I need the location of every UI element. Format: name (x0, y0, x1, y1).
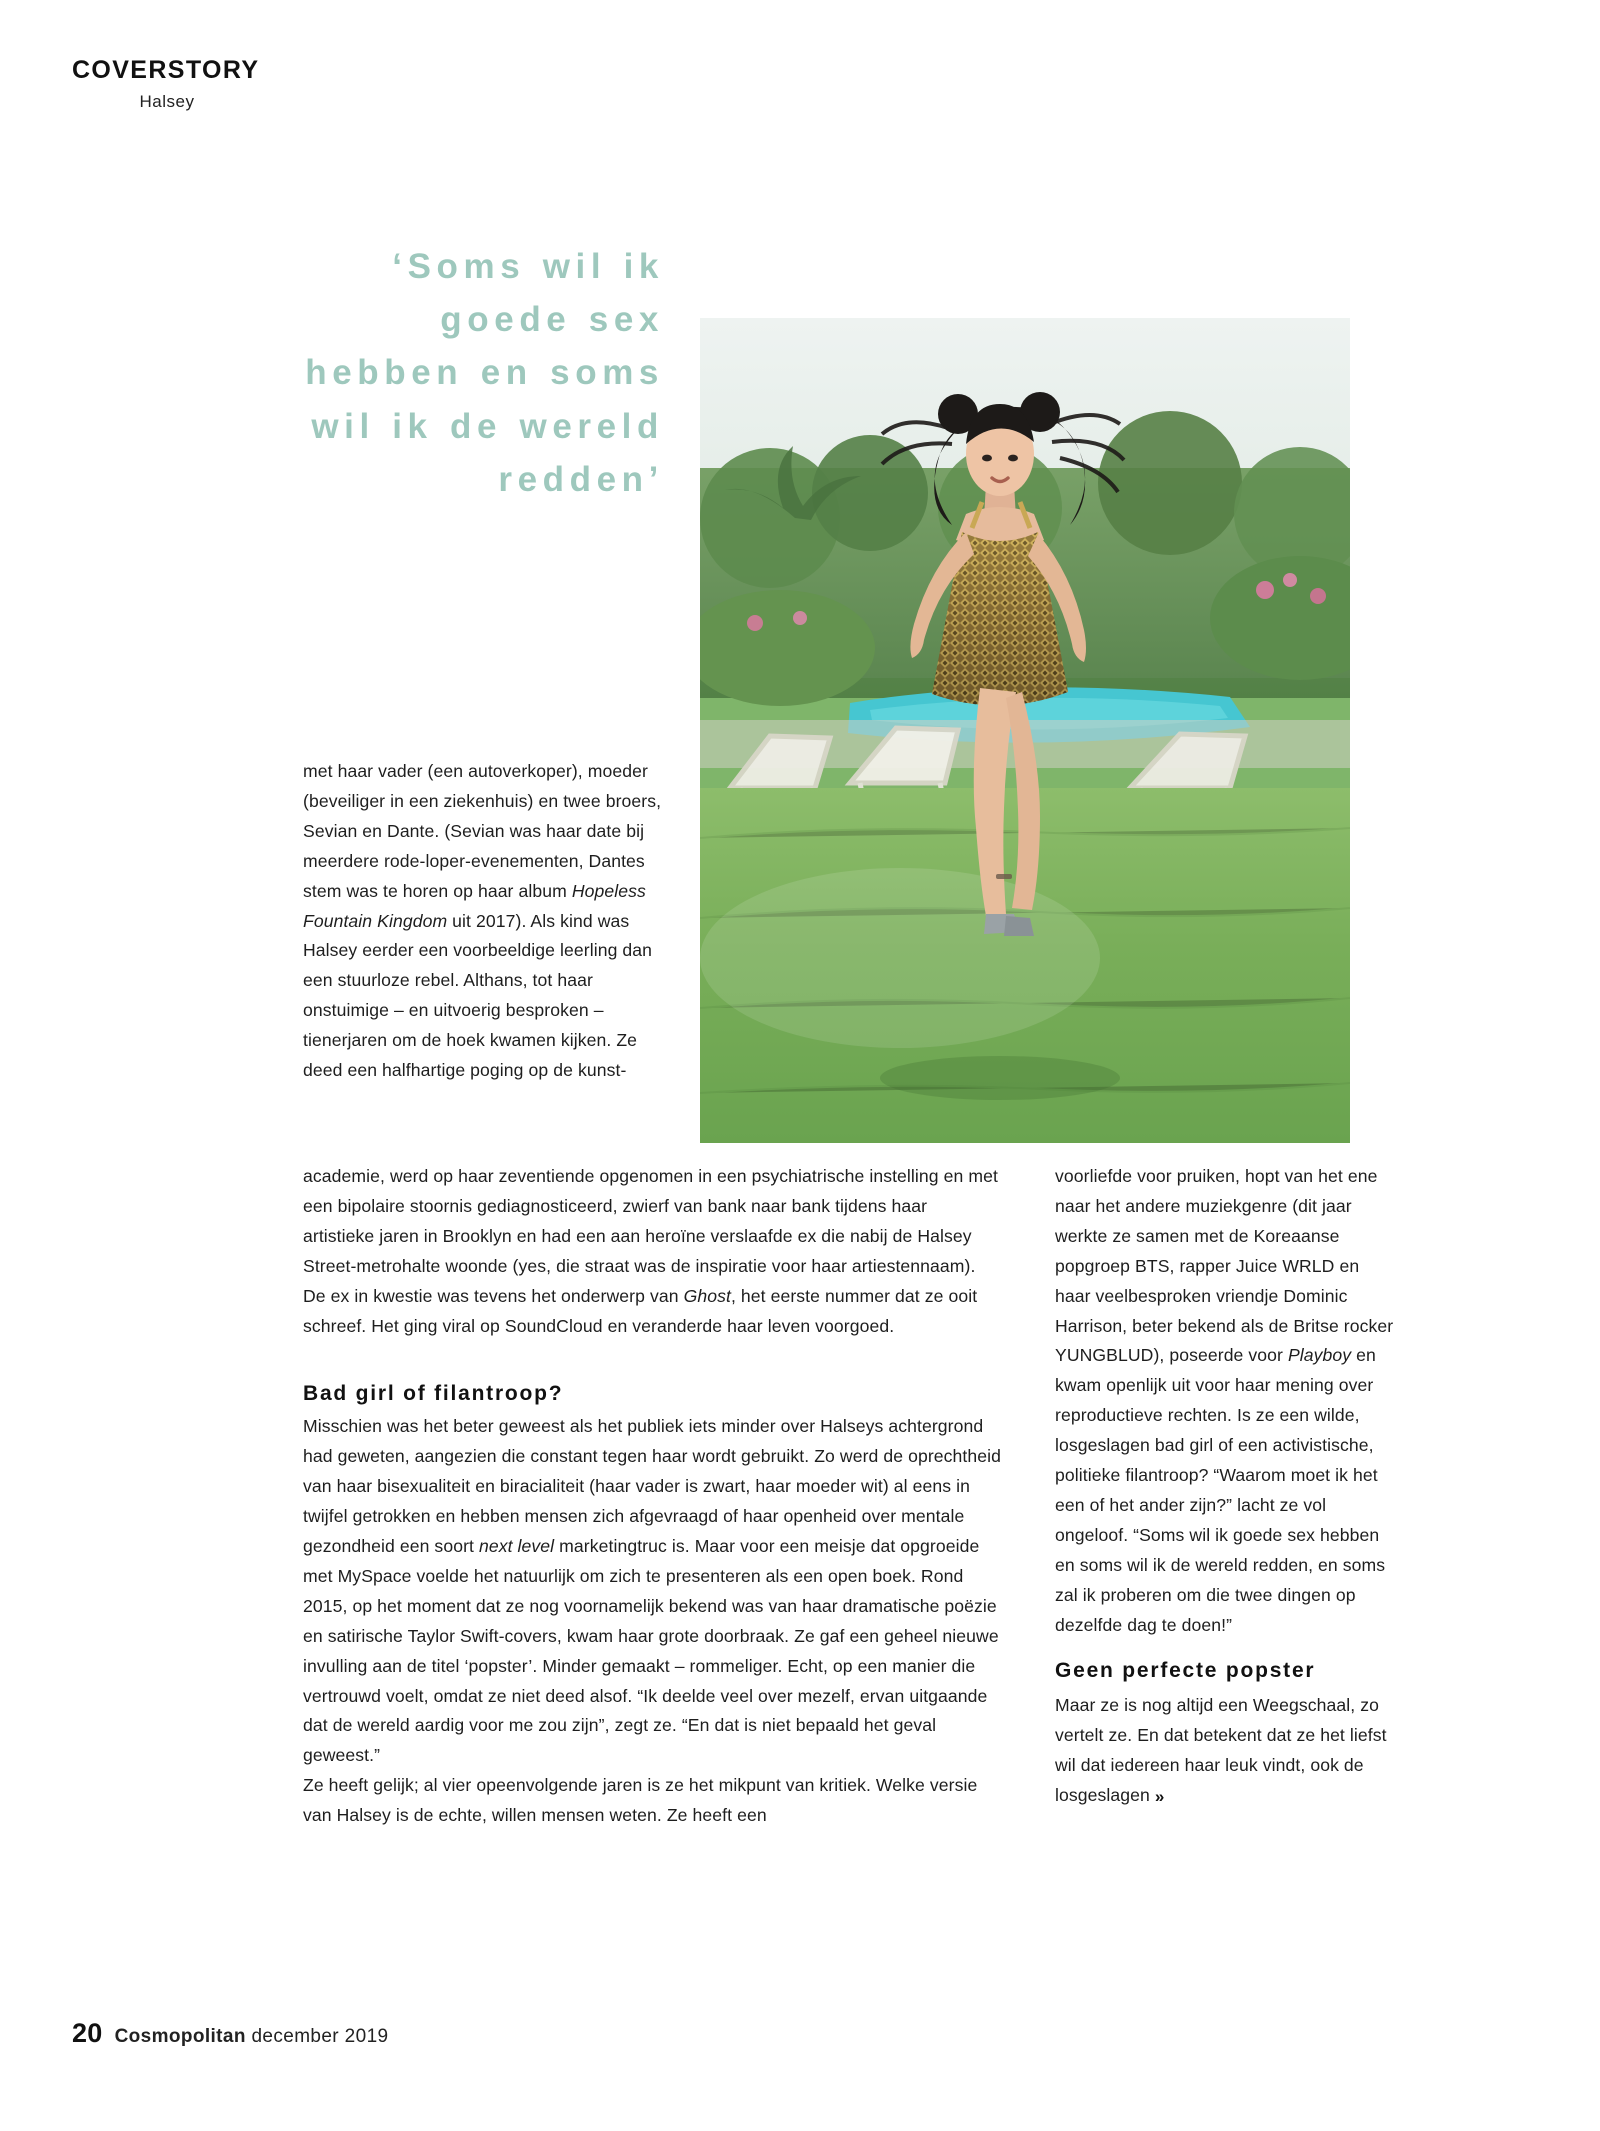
intro-column (303, 757, 663, 1086)
left-paragraph-1: Misschien was het beter geweest als het publiek iets minder over Halseys achtergrond had geweten, aangezien die constant tegen haar wordt gebruikt. Zo werd de oprechtheid van haar bisexualiteit en biracialiteit (haar vader is zwart, haar moeder wit) al eens in twijfel getrokken en hebben mensen zich afgevraagd of haar openheid over mentale gezondheid een soort next level marketingtruc is. Maar voor een meisje dat opgroeide met MySpace voelde het natuurlijk om zich te presenteren als een open boek. Rond 2015, op het moment dat ze nog voornamelijk bekend was van haar dramatische poëzie en satirische Taylor Swift-covers, kwam haar grote doorbraak. Ze gaf een geheel nieuwe invulling aan de titel ‘popster’. Minder gemaakt – rommeliger. Echt, op een manier die vertrouwd voelt, omdat ze niet deed alsof. “Ik deelde veel over mezelf, ervan uitgaande dat de wereld aardig voor me zou zijn”, zegt ze. “En dat is niet bepaald het geval geweest.” (303, 1416, 1002, 1766)
halsey-running-on-lawn-photo (700, 318, 1350, 1143)
magazine-title: Cosmopolitan (114, 2026, 246, 2047)
continuation-arrow-icon: » (1154, 1786, 1163, 1806)
magazine-issue: december 2019 (251, 2026, 389, 2047)
right-column (1055, 1162, 1395, 1810)
wide-paragraph: academie, werd op haar zeventiende opgenomen in een psychiatrische instelling en met een bipolaire stoornis gediagnosticeerd, zwierf van bank naar bank tijdens haar artistieke jaren in Brooklyn en had een aan heroïne verslaafde ex die nabij de Halsey Street-metrohalte woonde (yes, die straat was de inspiratie voor haar artiestennaam). De ex in kwestie was tevens het onderwerp van Ghost, het eerste nummer dat ze ooit schreef. Het ging viral op SoundCloud en veranderde haar leven voorgoed. (303, 1166, 998, 1336)
footer-magazine-line (115, 2026, 389, 2048)
page-number: 20 (72, 2018, 103, 2048)
italic-title: Playboy (1287, 1345, 1352, 1366)
intro-paragraph: met haar vader (een autoverkoper), moeder (beveiliger in een ziekenhuis) en twee broers, Sevian en Dante. (Sevian was haar date bij meerdere rode-loper-evenementen, Dantes stem was te horen op haar album Hopeless Fountain Kingdom uit 2017). Als kind was Halsey eerder een voorbeeldige leerling dan een stuurloze rebel. Althans, tot haar onstuimige – en uitvoerig besproken – tienerjaren om de hoek kwamen kijken. Ze deed een halfhartige poging op de kunst- (303, 761, 662, 1081)
right-paragraph-1: voorliefde voor pruiken, hopt van het ene naar het andere muziekgenre (dit jaar werkte ze samen met de Koreaanse popgroep BTS, rapper Juice WRLD en haar veelbesproken vriendje Dominic Harrison, beter bekend als de Britse rocker YUNGBLUD), poseerde voor Playboy en kwam openlijk uit voor haar mening over reproductieve rechten. Is ze een wilde, losgeslagen bad girl of een activistische, politieke filantroop? “Waarom moet ik het een of het ander zijn?” lacht ze vol ongeloof. “Soms wil ik goede sex hebben en soms wil ik de wereld redden, en soms zal ik proberen om die twee dingen op dezelfde dag te doen!” (1055, 1166, 1394, 1635)
page-header (72, 58, 472, 112)
page-footer (72, 2018, 388, 2049)
right-paragraph-2 (1055, 1691, 1395, 1811)
section-kicker: COVERSTORY (72, 56, 260, 84)
left-section-heading: Bad girl of filantroop? (303, 1382, 564, 1405)
right-paragraph-2-text: Maar ze is nog altijd een Weegschaal, zo vertelt ze. En dat betekent dat ze het liefst wil dat iedereen haar leuk vindt, ook de losgeslagen (1055, 1694, 1387, 1805)
right-section-heading: Geen perfecte popster (1055, 1658, 1316, 1682)
left-column (303, 1380, 1003, 1831)
italic-title: Ghost (683, 1285, 731, 1306)
wide-paragraph-column (303, 1162, 1003, 1341)
italic-title: Hopeless Fountain Kingdom (303, 880, 646, 931)
pull-quote: ‘Soms wil ik goede sex hebben en soms wil ik de wereld redden’ (305, 247, 664, 499)
left-paragraph-2: Ze heeft gelijk; al vier opeenvolgende jaren is ze het mikpunt van kritiek. Welke versie van Halsey is de echte, willen mensen weten. Ze heeft een (303, 1775, 978, 1826)
italic-title: next level (478, 1535, 555, 1556)
article-subject: Halsey (139, 92, 195, 111)
